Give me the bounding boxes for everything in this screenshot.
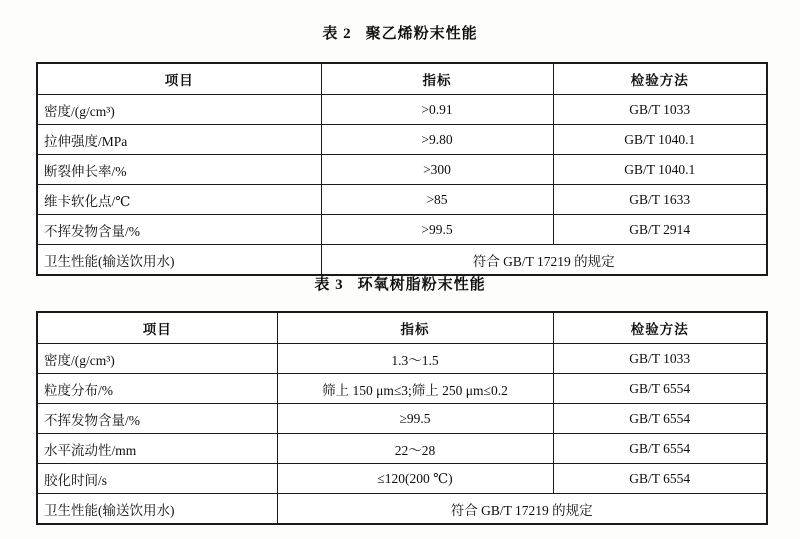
table-3-row-1-index: 筛上 150 μm≤3;筛上 250 μm≤0.2: [277, 374, 553, 404]
table-3-row-4-method: GB/T 6554: [553, 464, 767, 494]
table-row: [37, 374, 767, 404]
table-row: [37, 464, 767, 494]
table-row: [37, 215, 767, 245]
table-3-header-row: [37, 312, 767, 344]
table-3-header-method: 检验方法: [553, 312, 767, 344]
table-3: [36, 311, 768, 525]
table-2-row-1-method: GB/T 1040.1: [553, 125, 767, 155]
table-row: [37, 155, 767, 185]
table-3-title: [0, 273, 800, 294]
table-2-row-2-method: GB/T 1040.1: [553, 155, 767, 185]
table-2-row-2-item: 断裂伸长率/%: [37, 155, 321, 185]
table-2-title-text: 聚乙烯粉末性能: [365, 26, 478, 42]
table-3-header-item: 项目: [37, 312, 277, 344]
table-2-footer-value: 符合 GB/T 17219 的规定: [321, 245, 767, 276]
table-3-row-2-item: 不挥发物含量/%: [37, 404, 277, 434]
table-row: [37, 404, 767, 434]
table-3-title-text: 环氧树脂粉末性能: [357, 277, 486, 293]
table-2-header-row: [37, 63, 767, 95]
table-row: [37, 125, 767, 155]
table-3-row-4-index: ≤120(200 ℃): [277, 464, 553, 494]
table-2-title-number: 表 2: [322, 26, 352, 42]
table-2-wrapper: [36, 62, 766, 276]
table-3-row-2-method: GB/T 6554: [553, 404, 767, 434]
table-row: [37, 344, 767, 374]
table-2-row-2-index: >300: [321, 155, 553, 185]
table-3-row-3-item: 水平流动性/mm: [37, 434, 277, 464]
table-3-row-0-index: 1.3～1.5: [277, 344, 553, 374]
table-2-row-1-item: 拉伸强度/MPa: [37, 125, 321, 155]
table-3-row-0-method: GB/T 1033: [553, 344, 767, 374]
table-2-header-method: 检验方法: [553, 63, 767, 95]
table-2-row-0-index: >0.91: [321, 95, 553, 125]
table-2-title: [0, 22, 800, 43]
table-2-row-3-method: GB/T 1633: [553, 185, 767, 215]
table-2: [36, 62, 768, 276]
table-3-row-1-item: 粒度分布/%: [37, 374, 277, 404]
table-3-wrapper: [36, 311, 766, 525]
table-3-title-number: 表 3: [314, 277, 344, 293]
table-2-row-3-item: 维卡软化点/℃: [37, 185, 321, 215]
table-3-row-1-method: GB/T 6554: [553, 374, 767, 404]
table-3-footer-item: 卫生性能(输送饮用水): [37, 494, 277, 525]
table-2-row-1-index: >9.80: [321, 125, 553, 155]
table-2-header-index: 指标: [321, 63, 553, 95]
table-2-row-4-index: >99.5: [321, 215, 553, 245]
table-row: [37, 434, 767, 464]
table-3-row-2-index: ≥99.5: [277, 404, 553, 434]
table-2-row-0-item: 密度/(g/cm³): [37, 95, 321, 125]
table-3-row-0-item: 密度/(g/cm³): [37, 344, 277, 374]
table-2-row-0-method: GB/T 1033: [553, 95, 767, 125]
table-3-footer-row: [37, 494, 767, 525]
table-2-footer-item: 卫生性能(输送饮用水): [37, 245, 321, 276]
table-2-row-4-item: 不挥发物含量/%: [37, 215, 321, 245]
table-2-footer-row: [37, 245, 767, 276]
table-row: [37, 95, 767, 125]
table-3-row-4-item: 胶化时间/s: [37, 464, 277, 494]
table-3-row-3-method: GB/T 6554: [553, 434, 767, 464]
table-2-header-item: 项目: [37, 63, 321, 95]
table-2-row-4-method: GB/T 2914: [553, 215, 767, 245]
table-row: [37, 185, 767, 215]
table-3-header-index: 指标: [277, 312, 553, 344]
table-3-footer-value: 符合 GB/T 17219 的规定: [277, 494, 767, 525]
table-3-row-3-index: 22～28: [277, 434, 553, 464]
table-2-row-3-index: >85: [321, 185, 553, 215]
